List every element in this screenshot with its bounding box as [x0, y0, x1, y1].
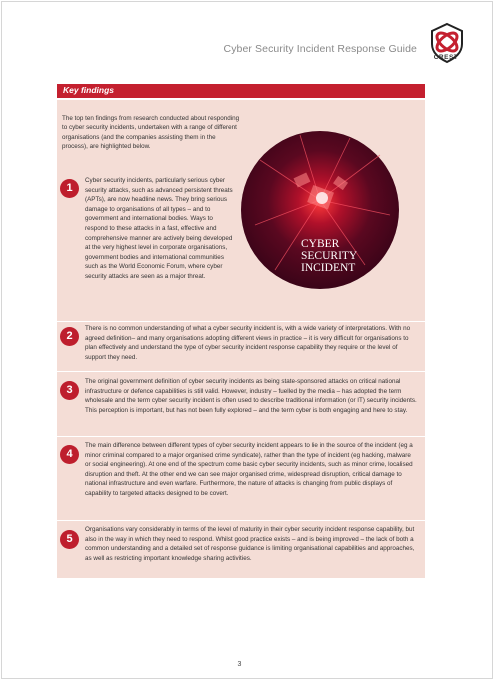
caption-line-2: SECURITY [301, 250, 358, 262]
document-title: Cyber Security Incident Response Guide [223, 43, 417, 55]
section-title: Key findings [63, 85, 115, 95]
caption-line-1: CYBER [301, 238, 340, 250]
divider [57, 520, 425, 521]
finding-text: Cyber security incidents, particularly serious cyber security attacks, such as advanced persistent threats (APTs), are now headline news. They bring serious damage to organisations of all types – and to government and international bodies. Ways to respond to these attacks in a fast, effective and comprehensive manner are actively being developed at the very highest level in corporate organisations, government bodies and international communities such as the World Economic Forum, where cyber security attacks are seen as a major threat. [85, 177, 233, 280]
finding-number-badge: 5 [60, 530, 79, 549]
finding-number-badge: 3 [60, 381, 79, 400]
finding-number-badge: 2 [60, 327, 79, 346]
finding-text: The main difference between different types of cyber security incident appears to lie in the source of the incident (eg a minor criminal compared to a major organised crime syndicate), rather than the type of incident (eg hacking, malware or social engineering). At one end of the spectrum come basic cyber security incidents, such as minor crime, localised disruption and theft. At the other end we can see major organised crime, widespread disruption, critical damage to national infrastructure and even warfare. Furthermore, the nature of attacks is changing from public displays of capability to targeted attacks designed to be covert. [85, 442, 413, 497]
finding-text: The original government definition of cyber security incidents as being state-sponsored attacks on critical national infrastructure or defence capabilities is still valid. However, industry – fuelled by the media – has adopted the term wholesale and the term cyber security incident is often used to describe traditional information (or IT) security incidents. This perception is important, but has not been fully explored – and the term cyber is both engaging and here to stay. [85, 378, 417, 414]
finding-text: Organisations vary considerably in terms of the level of maturity in their cyber security incident response capability, but also in the way in which they need to respond. Whilst good practice exists – and is being improved – the lack of both a common understanding and a detailed set of response guidance is limiting organisational capabilities and approaches, as well as restricting important knowledge sharing activities. [85, 526, 415, 562]
divider [57, 371, 425, 372]
intro-paragraph: The top ten findings from research conducted about responding to cyber security incidents, undertaken with a range of different organisations (and the companies assisting them in the process), are highlighted below. [62, 115, 240, 150]
finding-number-badge: 4 [60, 445, 79, 464]
divider [57, 436, 425, 437]
page-number: 3 [237, 661, 242, 668]
illustration-caption [301, 238, 391, 274]
finding-text: There is no common understanding of what a cyber security incident is, with a wide variety of interpretations. With no agreed definition– and many organisations adopting different views in practice – it is very difficult for organisations to plan effectively and understand the type of cyber security incident response capability they require or the level of support they need. [85, 325, 411, 361]
finding-number-badge: 1 [60, 179, 79, 198]
divider [57, 321, 425, 322]
logo-text: CREST [433, 54, 459, 61]
section-header [57, 84, 425, 98]
caption-line-3: INCIDENT [301, 262, 356, 274]
